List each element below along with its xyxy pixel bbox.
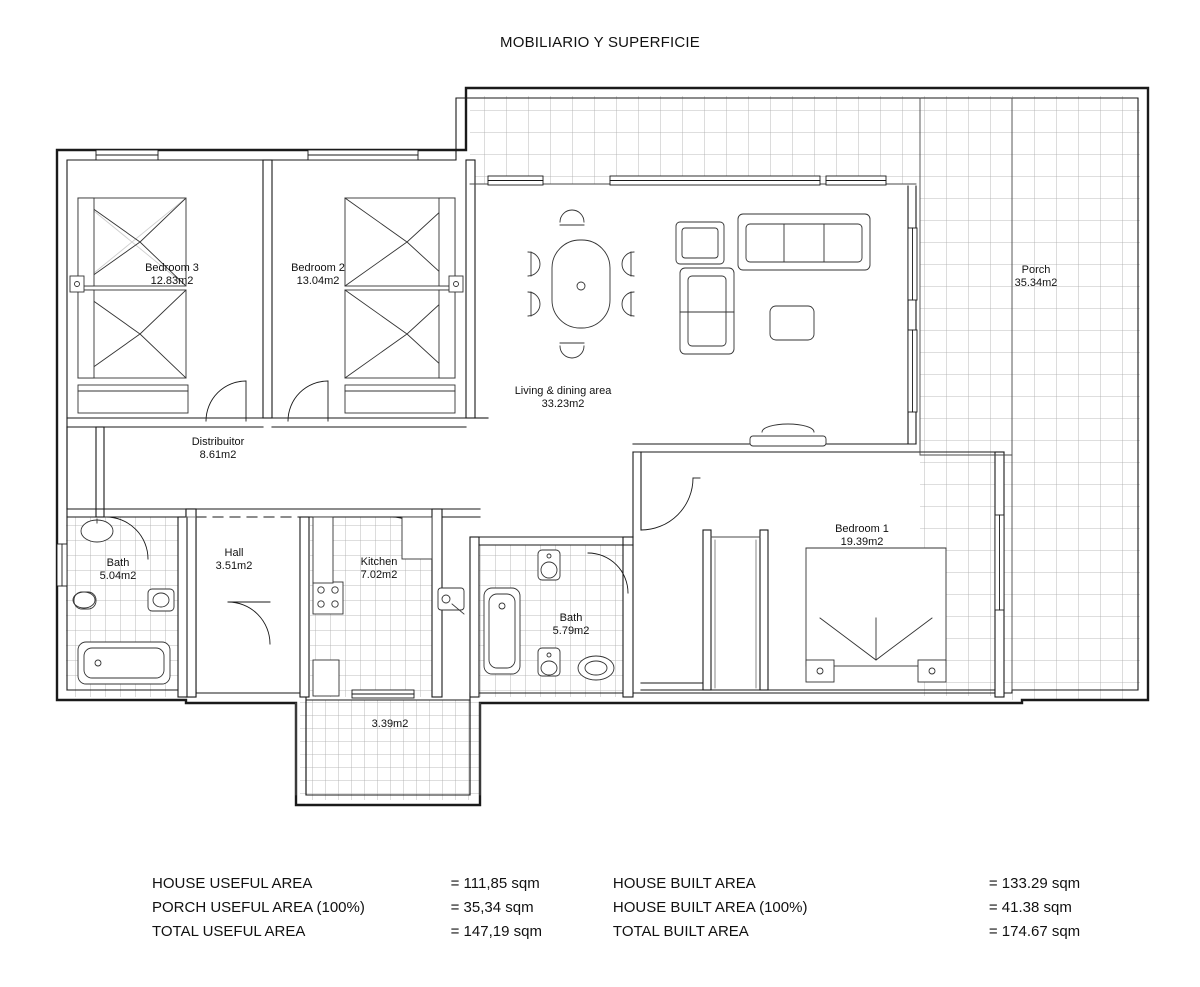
area-row — [152, 872, 1132, 896]
house-built-area-value: = 133.29 sqm — [988, 875, 1081, 892]
room-label-bath-center: Bath 5.79m2 — [552, 612, 590, 637]
house-built-area-100-value: = 41.38 sqm — [988, 899, 1072, 916]
room-label-living-dining: Living & dining area 33.23m2 — [514, 385, 612, 410]
area-row — [152, 896, 1132, 920]
total-useful-area-label: TOTAL USEFUL AREA — [152, 923, 306, 940]
house-useful-area-label: HOUSE USEFUL AREA — [152, 875, 313, 892]
area-summary — [152, 872, 1132, 944]
total-built-area-value: = 174.67 sqm — [988, 923, 1081, 940]
room-label-kitchen: Kitchen 7.02m2 — [360, 556, 398, 581]
total-useful-area-value: = 147,19 sqm — [450, 923, 542, 940]
total-built-area-label: TOTAL BUILT AREA — [612, 923, 749, 940]
room-label-hall: Hall 3.51m2 — [215, 547, 253, 572]
room-label-bedroom3: Bedroom 3 12.83m2 — [145, 262, 199, 287]
room-label-porch: Porch 35.34m2 — [1014, 264, 1058, 289]
room-label-bedroom1: Bedroom 1 19.39m2 — [835, 523, 889, 548]
house-built-area-100-label: HOUSE BUILT AREA (100%) — [612, 899, 808, 916]
room-label-terrace: 3.39m2 — [371, 718, 409, 730]
house-useful-area-value: = 111,85 sqm — [450, 875, 540, 892]
room-label-bath-left: Bath 5.04m2 — [99, 557, 137, 582]
room-label-distribuitor: Distribuitor 8.61m2 — [191, 436, 245, 461]
porch-useful-area-label: PORCH USEFUL AREA (100%) — [152, 899, 365, 916]
area-row — [152, 920, 1132, 944]
porch-useful-area-value: = 35,34 sqm — [450, 899, 534, 916]
house-built-area-label: HOUSE BUILT AREA — [612, 875, 756, 892]
page-title: MOBILIARIO Y SUPERFICIE — [500, 34, 700, 51]
room-label-bedroom2: Bedroom 2 13.04m2 — [291, 262, 345, 287]
